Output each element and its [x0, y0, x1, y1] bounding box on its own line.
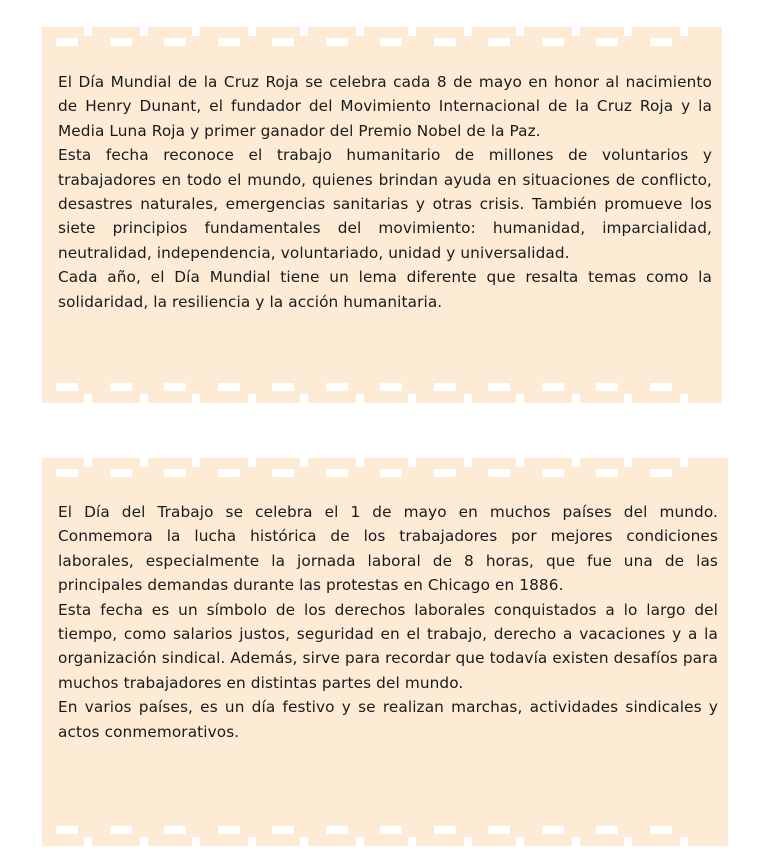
paragraph: El Día del Trabajo se celebra el 1 de mayo en muchos países del mundo. Conmemora la lucha histórica de los trabajadores por mejores condiciones laborales, especialmente la jornada laboral de 8 horas, que fue una de las principales demandas durante las protestas en Chicago en 1886.: [58, 503, 718, 595]
film-strip-hole: [596, 38, 618, 46]
film-strip-edge-notch: [516, 394, 524, 403]
film-strip-hole: [650, 469, 672, 477]
paragraph: En varios países, es un día festivo y se realizan marchas, actividades sindicales y actos conmemorativos.: [58, 698, 718, 741]
film-strip-hole: [218, 38, 240, 46]
film-strip-edge-notch: [516, 837, 524, 846]
film-strip-hole: [218, 469, 240, 477]
film-strip-hole: [326, 38, 348, 46]
film-strip-top-border: [42, 27, 722, 53]
film-strip-hole: [380, 38, 402, 46]
film-strip-edge-notch: [300, 27, 308, 36]
film-strip-hole: [434, 38, 456, 46]
film-strip-hole: [326, 469, 348, 477]
film-strip-hole: [164, 38, 186, 46]
film-strip-hole: [650, 38, 672, 46]
film-strip-hole: [488, 38, 510, 46]
film-strip-hole: [218, 383, 240, 391]
film-strip-hole: [110, 826, 132, 834]
info-card-red-cross-day: [42, 27, 722, 403]
film-strip-edge-notch: [84, 458, 92, 467]
film-strip-edge-notch: [248, 458, 256, 467]
film-strip-bottom-border: [42, 820, 728, 846]
film-strip-edge-notch: [248, 27, 256, 36]
film-strip-hole: [56, 826, 78, 834]
film-strip-pattern: [42, 458, 728, 484]
film-strip-top-border: [42, 458, 728, 484]
film-strip-hole: [650, 383, 672, 391]
film-strip-edge-notch: [356, 27, 364, 36]
film-strip-edge-notch: [408, 837, 416, 846]
film-strip-hole: [542, 469, 564, 477]
film-strip-pattern: [42, 27, 722, 53]
film-strip-hole: [272, 469, 294, 477]
film-strip-edge-notch: [464, 458, 472, 467]
paragraph: Esta fecha reconoce el trabajo humanitario de millones de voluntarios y trabajadores en todo el mundo, quienes brindan ayuda en situaciones de conflicto, desastres naturales, emergencias sanitarias y otras crisis. También promueve los siete principios fundamentales del movimiento: humanidad, imparcialidad, neutralidad, independencia, voluntariado, unidad y universalidad.: [58, 146, 712, 262]
film-strip-hole: [272, 383, 294, 391]
film-strip-edge-notch: [300, 394, 308, 403]
film-strip-hole: [110, 38, 132, 46]
film-strip-hole: [56, 38, 78, 46]
film-strip-edge-notch: [300, 837, 308, 846]
film-strip-hole: [56, 469, 78, 477]
film-strip-edge-notch: [680, 837, 688, 846]
film-strip-hole: [272, 38, 294, 46]
film-strip-edge-notch: [192, 27, 200, 36]
film-strip-hole: [326, 383, 348, 391]
film-strip-edge-notch: [192, 837, 200, 846]
film-strip-edge-notch: [356, 458, 364, 467]
film-strip-hole: [272, 826, 294, 834]
film-strip-hole: [542, 383, 564, 391]
film-strip-hole: [596, 383, 618, 391]
paragraph: Esta fecha es un símbolo de los derechos laborales conquistados a lo largo del tiempo, como salarios justos, seguridad en el trabajo, derecho a vacaciones y a la organización sindical. Además, sirve para recordar que todavía existen desafíos para muchos trabajadores en distintas partes del mundo.: [58, 600, 718, 692]
film-strip-pattern: [42, 377, 722, 403]
film-strip-edge-notch: [192, 458, 200, 467]
film-strip-hole: [380, 383, 402, 391]
film-strip-edge-notch: [84, 394, 92, 403]
film-strip-hole: [326, 826, 348, 834]
film-strip-hole: [164, 469, 186, 477]
film-strip-hole: [434, 469, 456, 477]
film-strip-hole: [488, 826, 510, 834]
film-strip-edge-notch: [464, 394, 472, 403]
film-strip-edge-notch: [464, 27, 472, 36]
paragraph: El Día Mundial de la Cruz Roja se celebra cada 8 de mayo en honor al nacimiento de Henry Dunant, el fundador del Movimiento Internacional de la Cruz Roja y la Media Luna Roja y primer ganador del Premio Nobel de la Paz.: [58, 73, 712, 140]
film-strip-edge-notch: [140, 27, 148, 36]
film-strip-edge-notch: [408, 27, 416, 36]
film-strip-hole: [434, 826, 456, 834]
film-strip-edge-notch: [356, 837, 364, 846]
film-strip-edge-notch: [140, 394, 148, 403]
film-strip-hole: [110, 469, 132, 477]
film-strip-edge-notch: [516, 27, 524, 36]
film-strip-hole: [596, 826, 618, 834]
film-strip-hole: [650, 826, 672, 834]
card-body-text: [58, 70, 712, 314]
film-strip-edge-notch: [140, 458, 148, 467]
film-strip-pattern: [42, 820, 728, 846]
film-strip-hole: [434, 383, 456, 391]
film-strip-hole: [488, 469, 510, 477]
film-strip-edge-notch: [624, 458, 632, 467]
film-strip-hole: [164, 383, 186, 391]
film-strip-edge-notch: [572, 27, 580, 36]
film-strip-edge-notch: [248, 837, 256, 846]
film-strip-hole: [596, 469, 618, 477]
info-card-labor-day: [42, 458, 728, 846]
film-strip-edge-notch: [572, 394, 580, 403]
film-strip-edge-notch: [84, 27, 92, 36]
film-strip-hole: [380, 826, 402, 834]
film-strip-hole: [164, 826, 186, 834]
film-strip-hole: [542, 38, 564, 46]
card-body-text: [58, 500, 718, 744]
film-strip-hole: [542, 826, 564, 834]
film-strip-edge-notch: [572, 458, 580, 467]
film-strip-edge-notch: [680, 394, 688, 403]
film-strip-edge-notch: [516, 458, 524, 467]
film-strip-edge-notch: [572, 837, 580, 846]
film-strip-hole: [56, 383, 78, 391]
film-strip-hole: [110, 383, 132, 391]
film-strip-edge-notch: [248, 394, 256, 403]
film-strip-edge-notch: [408, 394, 416, 403]
film-strip-edge-notch: [300, 458, 308, 467]
film-strip-hole: [380, 469, 402, 477]
film-strip-edge-notch: [192, 394, 200, 403]
film-strip-bottom-border: [42, 377, 722, 403]
film-strip-edge-notch: [464, 837, 472, 846]
film-strip-edge-notch: [356, 394, 364, 403]
film-strip-edge-notch: [624, 394, 632, 403]
film-strip-hole: [218, 826, 240, 834]
film-strip-edge-notch: [408, 458, 416, 467]
film-strip-edge-notch: [624, 837, 632, 846]
film-strip-edge-notch: [680, 458, 688, 467]
paragraph: Cada año, el Día Mundial tiene un lema diferente que resalta temas como la solidaridad, la resiliencia y la acción humanitaria.: [58, 268, 712, 311]
film-strip-edge-notch: [84, 837, 92, 846]
film-strip-edge-notch: [140, 837, 148, 846]
film-strip-hole: [488, 383, 510, 391]
film-strip-edge-notch: [624, 27, 632, 36]
film-strip-edge-notch: [680, 27, 688, 36]
